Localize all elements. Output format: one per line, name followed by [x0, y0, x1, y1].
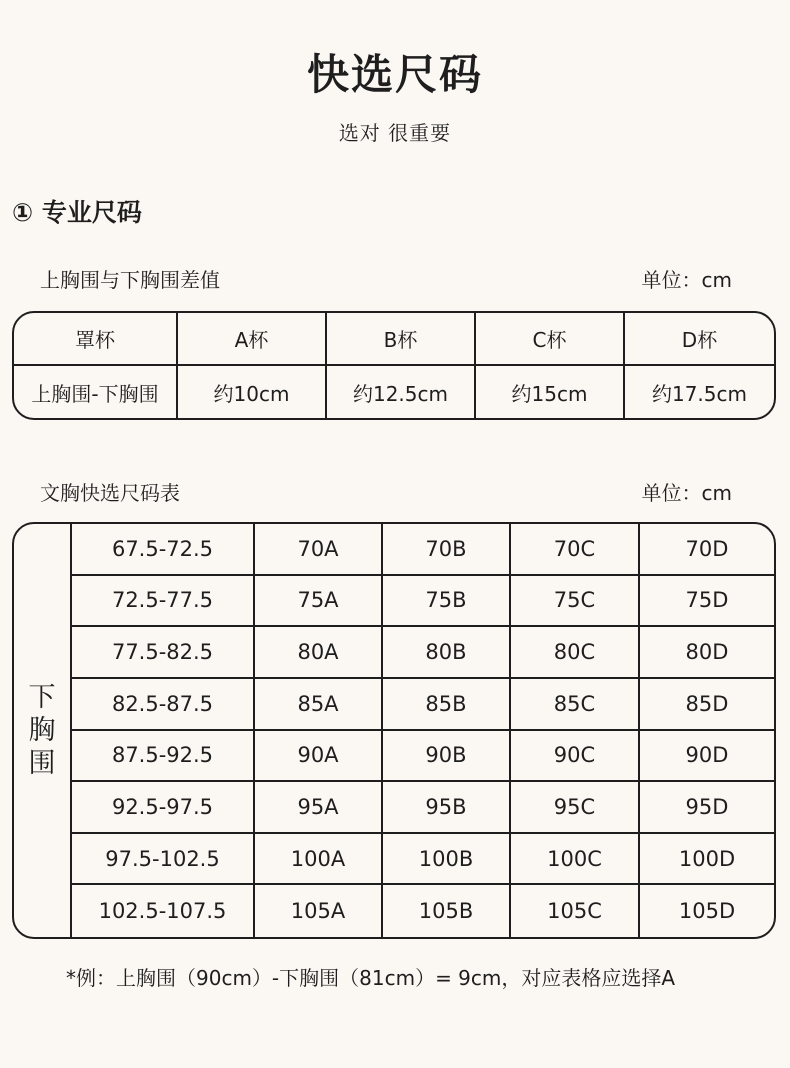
underbust-range-cell: 102.5-107.5	[72, 885, 255, 937]
page-subtitle: 选对 很重要	[338, 121, 452, 145]
cup-table-value-cell: 上胸围-下胸围	[14, 366, 178, 418]
cup-table-header-cell: B杯	[327, 313, 476, 366]
size-cell: 75C	[511, 576, 640, 628]
cup-table-label: 上胸围与下胸围差值	[40, 268, 220, 292]
size-cell: 80D	[640, 627, 774, 679]
section-title: ① 专业尺码	[12, 198, 142, 227]
size-cell: 105D	[678, 899, 736, 924]
size-cell: 105B	[383, 885, 511, 937]
side-label-char: 胸	[28, 715, 56, 746]
size-cell: 105C	[511, 885, 640, 937]
size-cell: 70B	[383, 524, 511, 576]
size-cell: 95C	[511, 782, 640, 834]
underbust-range-cell: 92.5-97.5	[72, 782, 255, 834]
footnote: *例：上胸围（90cm）-下胸围（81cm）= 9cm，对应表格应选择A	[66, 966, 676, 990]
size-cell: 80C	[511, 627, 640, 679]
cup-table-header-cell: C杯	[476, 313, 625, 366]
cup-table-value-cell: 约17.5cm	[651, 381, 747, 406]
size-cell: 90D	[640, 731, 774, 783]
underbust-range-cell: 97.5-102.5	[72, 834, 255, 886]
bra-size-table	[12, 522, 776, 939]
cup-table-header-cell: 罩杯	[14, 313, 178, 366]
size-grid	[72, 524, 774, 937]
size-cell: 70A	[255, 524, 383, 576]
cup-table-value-cell: 约10cm	[178, 366, 327, 418]
size-cell: 70C	[511, 524, 640, 576]
size-cell: 100B	[383, 834, 511, 886]
size-cell: 100A	[255, 834, 383, 886]
size-cell: 95B	[383, 782, 511, 834]
cup-table-unit: 单位：cm	[641, 268, 732, 292]
size-cell: 70D	[640, 524, 774, 576]
underbust-range-cell: 72.5-77.5	[72, 576, 255, 628]
size-cell: 100D	[640, 834, 774, 886]
underbust-range-cell: 77.5-82.5	[72, 627, 255, 679]
underbust-side-label	[14, 524, 72, 937]
page-title: 快选尺码	[306, 50, 483, 99]
size-cell: 75D	[640, 576, 774, 628]
cup-table-value-cell: 约12.5cm	[327, 366, 476, 418]
size-cell: 90B	[383, 731, 511, 783]
size-cell: 85A	[255, 679, 383, 731]
size-cell: 85D	[640, 679, 774, 731]
size-cell: 75A	[255, 576, 383, 628]
cup-table-header-cell: D杯	[625, 313, 774, 366]
cup-table-header-cell: A杯	[178, 313, 327, 366]
underbust-range-cell: 82.5-87.5	[72, 679, 255, 731]
size-table-label: 文胸快选尺码表	[40, 481, 180, 505]
size-table-unit: 单位：cm	[641, 481, 732, 505]
cup-difference-table	[12, 311, 776, 420]
cup-table-value-cell: 约15cm	[476, 366, 625, 418]
size-cell: 85C	[511, 679, 640, 731]
size-cell: 75B	[383, 576, 511, 628]
size-cell: 100C	[511, 834, 640, 886]
side-label-char: 围	[28, 748, 56, 779]
underbust-range-cell: 67.5-72.5	[72, 524, 255, 576]
side-label-char: 下	[28, 682, 56, 713]
underbust-range-cell: 87.5-92.5	[72, 731, 255, 783]
size-cell: 95D	[640, 782, 774, 834]
size-cell: 95A	[255, 782, 383, 834]
size-cell: 85B	[383, 679, 511, 731]
size-cell: 105A	[255, 885, 383, 937]
size-cell: 90A	[255, 731, 383, 783]
size-cell: 80A	[255, 627, 383, 679]
size-cell: 90C	[511, 731, 640, 783]
size-cell: 80B	[383, 627, 511, 679]
